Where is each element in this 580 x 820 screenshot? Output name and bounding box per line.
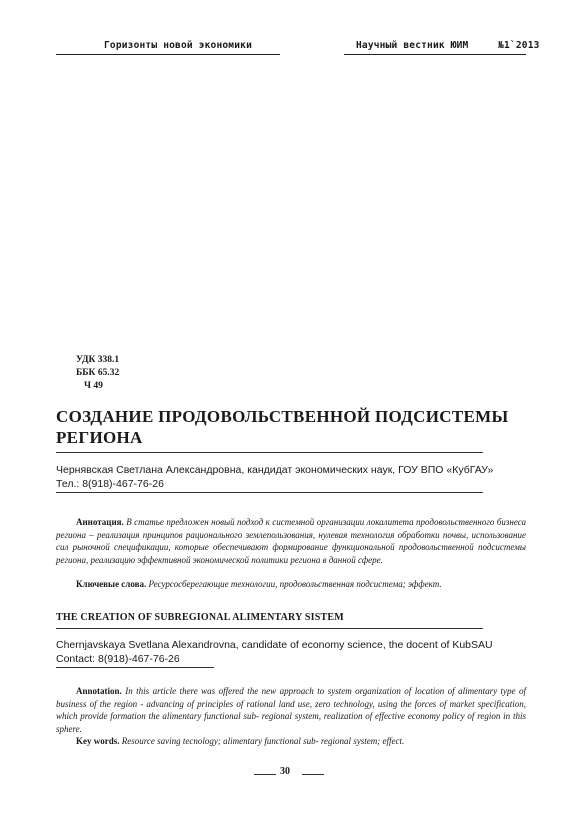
udc-code: УДК 338.1 [76, 355, 120, 365]
author-rule-ru [56, 492, 483, 493]
keywords-ru-text: Ресурсосберегающие технологии, продовольственная подсистема; эффект. [148, 579, 442, 589]
abstract-en-text: In this article there was offered the new approach to system organization of location of alimentary type of business of the region - advancing of principles of rational land use, zero technology, using the forces of market specification, which provide formation the alimentary functional sub- regional system, realization of effective economy policy of region in this sphere. [56, 686, 526, 734]
author-name-ru: Чернявская Светлана Александровна, кандидат экономических наук, ГОУ ВПО «КубГАУ» [56, 464, 494, 476]
author-name-en: Chernjavskaya Svetlana Alexandrovna, candidate of economy science, the docent of KubSAU [56, 639, 493, 651]
author-phone-ru: Тел.: 8(918)-467-76-26 [56, 478, 164, 490]
classification-codes [76, 354, 119, 393]
abstract-ru-label: Аннотация. [76, 517, 124, 527]
keywords-en-label: Key words. [76, 736, 120, 746]
issue-number: №1`2013 [498, 40, 540, 51]
keywords-ru [76, 578, 442, 591]
page-number-rule-right [302, 774, 324, 775]
article-title-en: THE CREATION OF SUBREGIONAL ALIMENTARY SISTEM [56, 612, 344, 623]
abstract-ru [56, 516, 526, 566]
article-title [56, 406, 536, 448]
author-info-ru [56, 463, 493, 491]
page-number-rule-left [254, 774, 276, 775]
running-header-section: Горизонты новой экономики [104, 40, 252, 51]
journal-name: Научный вестник ЮИМ [356, 40, 469, 51]
abstract-en-label: Annotation. [76, 686, 122, 696]
abstract-ru-text: В статье предложен новый подход к системной организации локалитета продовольственного бизнеса региона – реализация принципов рационального землепользования, нулевая технология обработки почвы, использование сил рыночной спецификации, которые обеспечивают формирование функциональной продовольственной подсистемы региона, реализацию эффективной экономической политики региона в данной сфере. [56, 517, 526, 565]
author-mark: Ч 49 [84, 381, 103, 391]
abstract-en [56, 685, 526, 735]
keywords-en-text: Resource saving tecnology; alimentary functional sub- regional system; effect. [121, 736, 405, 746]
title-line-2: РЕГИОНА [56, 428, 143, 447]
keywords-en [76, 735, 404, 748]
keywords-ru-label: Ключевые слова. [76, 579, 147, 589]
header-rule-left [56, 54, 280, 55]
author-info-en [56, 638, 493, 666]
title-line-1: СОЗДАНИЕ ПРОДОВОЛЬСТВЕННОЙ ПОДСИСТЕМЫ [56, 407, 509, 426]
author-rule-en [56, 667, 214, 668]
author-contact-en: Contact: 8(918)-467-76-26 [56, 653, 180, 665]
header-rule-right [344, 54, 526, 55]
bbk-code: ББК 65.32 [76, 368, 120, 378]
running-header-journal [356, 40, 540, 51]
title-rule-en [56, 628, 483, 629]
page-number: 30 [280, 766, 290, 777]
title-rule [56, 452, 483, 453]
